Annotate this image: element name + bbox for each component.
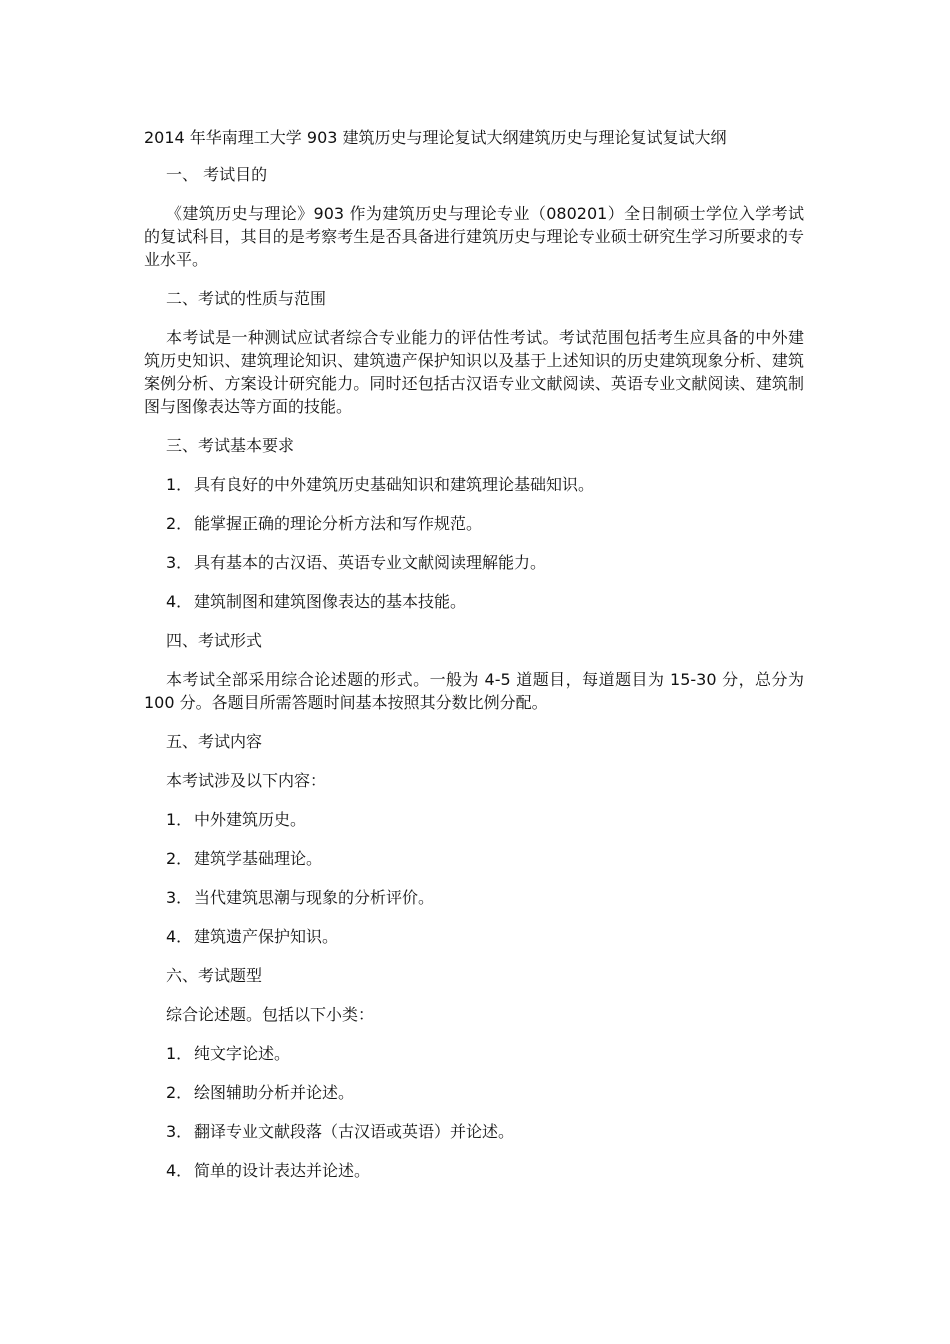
list-item-number: 2．: [166, 849, 193, 868]
list-item-number: 4．: [166, 927, 193, 946]
list-item-number: 2．: [166, 514, 193, 533]
list-item: [144, 1042, 804, 1065]
section-intro-exam-content: 本考试涉及以下内容：: [166, 771, 327, 790]
list-item: [144, 808, 804, 831]
list-item: [144, 512, 804, 535]
list-item-text: 建筑遗产保护知识。: [194, 927, 339, 946]
list-item-text: 建筑制图和建筑图像表达的基本技能。: [194, 592, 467, 611]
document-title: 2014 年华南理工大学 903 建筑历史与理论复试大纲建筑历史与理论复试复试大纲: [144, 128, 727, 147]
document-body: [144, 126, 804, 1198]
list-item: [144, 551, 804, 574]
list-item-text: 中外建筑历史。: [194, 810, 307, 829]
section-heading-exam-purpose: 一、 考试目的: [166, 165, 268, 184]
list-item-number: 3．: [166, 888, 193, 907]
section-paragraph-exam-purpose: 《建筑历史与理论》903 作为建筑历史与理论专业（080201）全日制硕士学位入学考试的复试科目，其目的是考察考生是否具备进行建筑历史与理论专业硕士研究生学习所要求的专业水平。: [144, 204, 804, 269]
list-item: [144, 925, 804, 948]
list-item-text: 纯文字论述。: [194, 1044, 291, 1063]
list-item-text: 具有良好的中外建筑历史基础知识和建筑理论基础知识。: [194, 475, 595, 494]
section-paragraph-exam-format: 本考试全部采用综合论述题的形式。一般为 4-5 道题目，每道题目为 15-30 分，总分为 100 分。各题目所需答题时间基本按照其分数比例分配。: [144, 670, 804, 712]
list-item: [144, 1120, 804, 1143]
list-item-text: 能掌握正确的理论分析方法和写作规范。: [194, 514, 483, 533]
section-heading-basic-requirements: 三、考试基本要求: [166, 436, 295, 455]
list-item: [144, 1081, 804, 1104]
list-item-text: 具有基本的古汉语、英语专业文献阅读理解能力。: [194, 553, 547, 572]
list-item: [144, 1159, 804, 1182]
list-item-text: 当代建筑思潮与现象的分析评价。: [194, 888, 435, 907]
section-heading-exam-nature-scope: 二、考试的性质与范围: [166, 289, 327, 308]
list-item-number: 1．: [166, 810, 193, 829]
list-item: [144, 847, 804, 870]
list-item: [144, 590, 804, 613]
list-item-text: 翻译专业文献段落（古汉语或英语）并论述。: [194, 1122, 515, 1141]
list-item-text: 绘图辅助分析并论述。: [194, 1083, 355, 1102]
list-item-number: 4．: [166, 592, 193, 611]
list-item: [144, 473, 804, 496]
list-item-text: 简单的设计表达并论述。: [194, 1161, 371, 1180]
section-heading-exam-format: 四、考试形式: [166, 631, 263, 650]
list-item-number: 2．: [166, 1083, 193, 1102]
section-intro-question-types: 综合论述题。包括以下小类：: [166, 1005, 375, 1024]
list-item-number: 1．: [166, 1044, 193, 1063]
section-paragraph-exam-nature-scope: 本考试是一种测试应试者综合专业能力的评估性考试。考试范围包括考生应具备的中外建筑历史知识、建筑理论知识、建筑遗产保护知识以及基于上述知识的历史建筑现象分析、建筑案例分析、方案设计研究能力。同时还包括古汉语专业文献阅读、英语专业文献阅读、建筑制图与图像表达等方面的技能。: [144, 328, 804, 416]
list-item-number: 3．: [166, 1122, 193, 1141]
section-heading-question-types: 六、考试题型: [166, 966, 263, 985]
list-item: [144, 886, 804, 909]
list-item-number: 1．: [166, 475, 193, 494]
list-item-number: 4．: [166, 1161, 193, 1180]
section-heading-exam-content: 五、考试内容: [166, 732, 263, 751]
list-item-text: 建筑学基础理论。: [194, 849, 323, 868]
list-item-number: 3．: [166, 553, 193, 572]
